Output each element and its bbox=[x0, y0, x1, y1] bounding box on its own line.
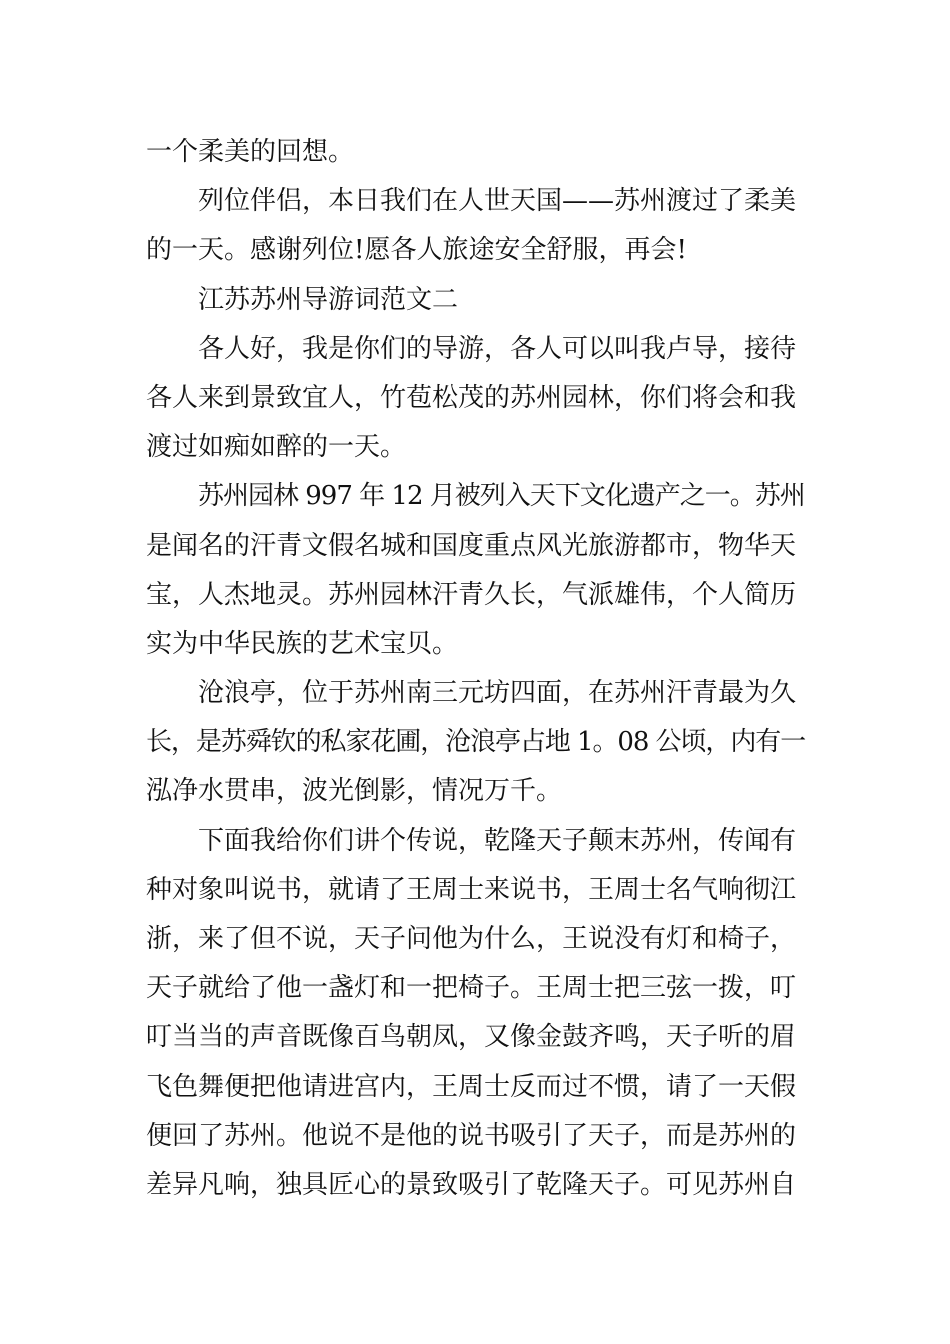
text-line: 下面我给你们讲个传说，乾隆天子颠末苏州，传闻有 bbox=[198, 825, 797, 856]
document-body bbox=[146, 128, 806, 1210]
text-line: 沧浪亭，位于苏州南三元坊四面，在苏州汗青最为久 bbox=[198, 678, 797, 709]
text-line: 长，是苏舜钦的私家花圃，沧浪亭占地 1。08 公顷，内有一 bbox=[146, 727, 806, 758]
text-line: 渡过如痴如醉的一天。 bbox=[146, 432, 407, 463]
text-line: 江苏苏州导游词范文二 bbox=[198, 284, 459, 315]
text-line: 一个柔美的回想。 bbox=[146, 137, 355, 167]
text-line: 的一天。感谢列位!愿各人旅途安全舒服，再会! bbox=[146, 235, 687, 266]
text-line: 泓净水贯串，波光倒影，情况万千。 bbox=[146, 776, 563, 807]
text-line: 差异凡响，独具匠心的景致吸引了乾隆天子。可见苏州自 bbox=[146, 1169, 797, 1200]
text-line: 叮当当的声音既像百鸟朝凤，又像金鼓齐鸣，天子听的眉 bbox=[146, 1022, 797, 1053]
text-line: 种对象叫说书，就请了王周士来说书，王周士名气响彻江 bbox=[146, 874, 797, 905]
text-line: 宝，人杰地灵。苏州园林汗青久长，气派雄伟，个人简历 bbox=[146, 579, 797, 610]
text-line: 各人来到景致宜人，竹苞松茂的苏州园林，你们将会和我 bbox=[146, 382, 797, 413]
text-line: 飞色舞便把他请进宫内，王周士反而过不惯，请了一天假 bbox=[146, 1071, 797, 1102]
text-line: 浙，来了但不说，天子问他为什么，王说没有灯和椅子， bbox=[146, 924, 797, 954]
text-line: 实为中华民族的艺术宝贝。 bbox=[146, 628, 459, 659]
text-line: 列位伴侣，本日我们在人世天国——苏州渡过了柔美 bbox=[198, 186, 797, 217]
text-line: 天子就给了他一盏灯和一把椅子。王周士把三弦一拨，叮 bbox=[146, 973, 797, 1004]
text-line: 各人好，我是你们的导游，各人可以叫我卢导，接待 bbox=[198, 333, 797, 364]
text-line: 便回了苏州。他说不是他的说书吸引了天子，而是苏州的 bbox=[146, 1120, 797, 1151]
text-line: 苏州园林 997 年 12 月被列入天下文化遗产之一。苏州 bbox=[198, 481, 805, 512]
text-line: 是闻名的汗青文假名城和国度重点风光旅游都市，物华天 bbox=[146, 530, 797, 561]
